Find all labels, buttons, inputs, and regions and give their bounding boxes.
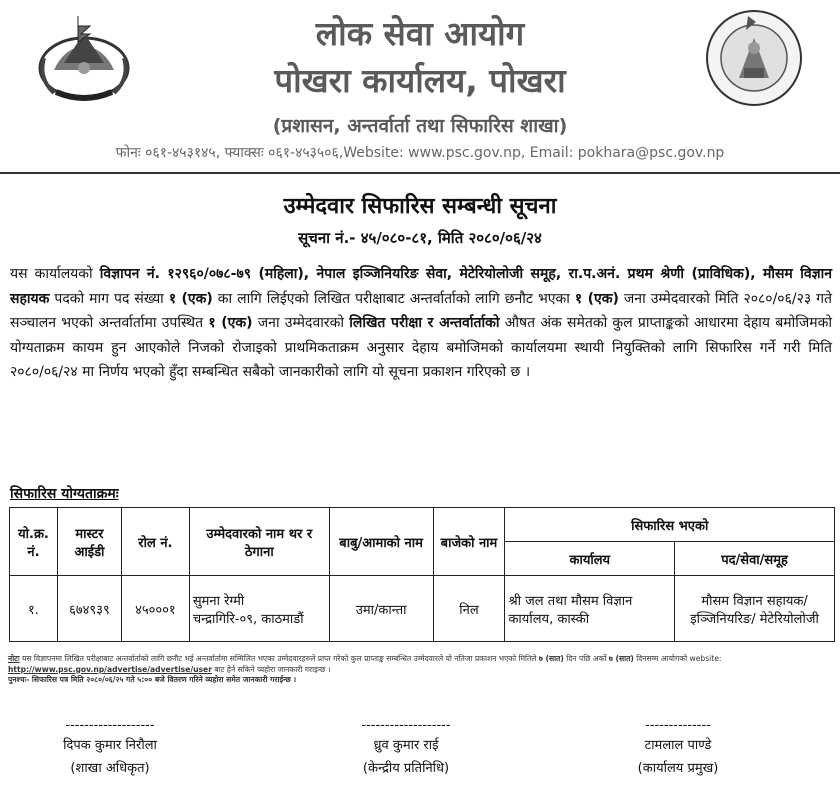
signatory-name: टामलाल पाण्डे — [644, 738, 712, 753]
candidate-name: सुमना रेग्मी — [192, 593, 245, 609]
header-post: पद/सेवा/समूह — [675, 542, 835, 576]
header-grandfather: बाजेको नाम — [433, 508, 505, 576]
header-recommended: सिफारिस भएको — [505, 508, 835, 542]
header-office: कार्यालय — [505, 542, 675, 576]
post-line-2: इञ्जिनियरिङ/ मेटेरियोलोजी — [690, 611, 819, 627]
signatory-role: (केन्द्रीय प्रतिनिधि) — [362, 761, 450, 776]
notice-body: यस कार्यालयको विज्ञापन नं. १२९६०/०७८-७९ (महिला), नेपाल इञ्जिनियरिङ सेवा, मेटेरियोलोजी समूह, रा.प.अनं. प्रथम श्रेणी (प्राविधिक), मौसम विज्ञान सहायक पदको माग पद संख्या १ (एक) का लागि लिईएको लिखित परीक्षाबाट अन्तर्वार्ताको लागि छनौट भएका १ (एक) जना उम्मेदवारको मिति २०८०/०६/२३ गते सञ्चालन भएको अन्तर्वार्तामा उपस्थित १ (एक) जना उम्मेदवारको लिखित परीक्षा र अन्तर्वार्ताको औषत अंक समेतको कुल प्राप्ताङ्कको आधारमा देहाय बमोजिमको योग्यताक्रम कायम हुन आएकोले निजको रोजाइको प्राथमिकताक्रम अनुसार देहाय बमोजिमको कार्यालयमा स्थायी नियुक्तिको लागि सिफारिस गर्ने गरी मिति २०८०/०६/२४ मा निर्णय भएको हुँदा सम्बन्धित सबैको जानकारीको लागि यो सूचना प्रकाशन गरिएको छ । — [10, 266, 832, 380]
signature-block-central-rep: ------------------- ध्रुव कुमार राई (केन्द्रीय प्रतिनिधि) — [296, 718, 516, 776]
cell-master-id: ६७४९३९ — [57, 576, 121, 642]
org-name: लोक सेवा आयोग — [315, 14, 525, 53]
header-name-address: उम्मेदवारको नाम थर र ठेगाना — [189, 508, 329, 576]
footnote: नोटः यस विज्ञापनमा लिखित परीक्षाबाट अन्तर्वार्ताको लागि छनौट भई अन्तर्वार्तामा सम्मिलित भएका उम्मेदवारहरुले प्राप्त गरेको कुल प्राप्ताङ्क सम्बन्धित उम्मेदवारले यो नतिजा प्रकाशन भएको मितिले ७ (सात) दिन पछि अर्को ७ (सात) दिनसम्म आयोगको website: http://www.psc.gov.np/advertise/advertise/user बाट हेर्न सकिने व्यहोरा जानकारी गराइन्छ । पुनश्चः- सिफारिस पत्र मिति २०८०/०६/२५ गते ५:०० बजे वितरण गरिने व्यहोरा समेत जानकारी गराईन्छ । — [8, 654, 834, 686]
candidate-address: चन्द्रागिरि-०९, काठमाडौं — [192, 611, 304, 627]
postscript: पुनश्चः- सिफारिस पत्र मिति २०८०/०६/२५ गते ५:०० बजे वितरण गरिने व्यहोरा समेत जानकारी गराईन्छ । — [8, 675, 297, 684]
office-name: पोखरा कार्यालय, पोखरा — [274, 61, 566, 100]
cell-name-address — [189, 576, 329, 642]
notice-number: सूचना नं.- ४५/०८०-८१, मिति २०८०/०६/२४ — [298, 229, 542, 247]
cell-serial: १. — [10, 576, 58, 642]
signatory-role: (कार्यालय प्रमुख) — [637, 761, 719, 776]
website-link[interactable]: http://www.psc.gov.np/advertise/advertise/user — [8, 664, 212, 674]
signature-block-section-officer: ------------------- दिपक कुमार निरौला (शाखा अधिकृत) — [0, 718, 220, 776]
cell-parents: उमा/कान्ता — [329, 576, 433, 642]
header-roll-no: रोल नं. — [121, 508, 189, 576]
cell-office: श्री जल तथा मौसम विज्ञान कार्यालय, कास्की — [505, 576, 675, 642]
note-label: नोटः — [8, 654, 20, 663]
post-line-1: मौसम विज्ञान सहायक/ — [701, 593, 808, 609]
recommendation-label: सिफारिस योग्यताक्रमः — [10, 486, 119, 502]
notice-title: उम्मेदवार सिफारिस सम्बन्धी सूचना — [283, 194, 557, 219]
recommendation-table — [9, 507, 835, 642]
signatory-name: दिपक कुमार निरौला — [63, 738, 157, 753]
signatory-role: (शाखा अधिकृत) — [70, 761, 150, 776]
header-serial: यो.क्र. नं. — [10, 508, 58, 576]
header-parents: बाबु/आमाको नाम — [329, 508, 433, 576]
signatory-name: ध्रुव कुमार राई — [373, 738, 439, 753]
division-name: (प्रशासन, अन्तर्वार्ता तथा सिफारिस शाखा) — [272, 115, 568, 137]
header-master-id: मास्टर आईडी — [57, 508, 121, 576]
contact-line: फोनः ०६१-४५३१४५, फ्याक्सः ०६१-४५३५०६,Website: www.psc.gov.np, Email: pokhara@psc.gov.np — [115, 145, 725, 161]
table-row — [10, 576, 835, 642]
cell-roll-no: ४५०००१ — [121, 576, 189, 642]
header-divider — [0, 172, 840, 174]
cell-grandfather: निल — [433, 576, 505, 642]
cell-post — [675, 576, 835, 642]
signature-block-office-chief: -------------- टामलाल पाण्डे (कार्यालय प्रमुख) — [568, 718, 788, 776]
